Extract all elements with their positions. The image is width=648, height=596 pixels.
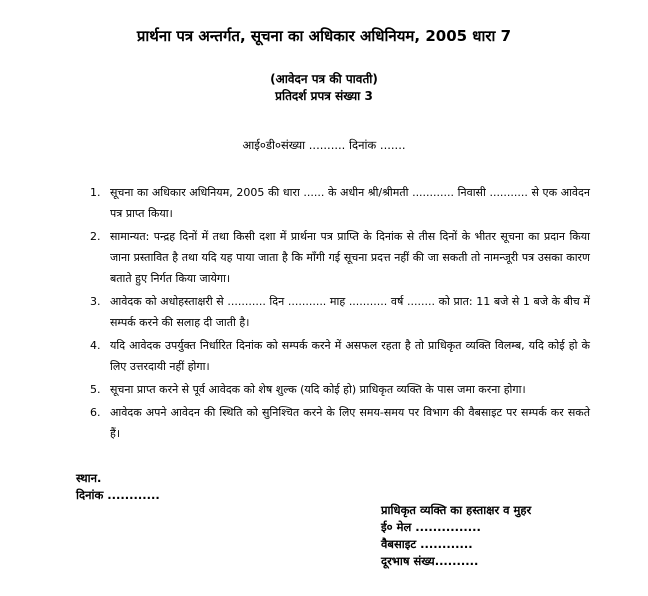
list-item-text: सूचना प्राप्त करने से पूर्व आवेदक को शेष शुल्क (यदि कोई हो) प्राधिकृत व्यक्ति के पास जमा करना होगा। [110, 383, 526, 396]
list-item [90, 226, 590, 289]
list-item-number: 6. [90, 406, 101, 419]
list-item-text: यदि आवेदक उपर्युक्त निर्धारित दिनांक को सम्पर्क करने में असफल रहता है तो प्राधिकृत व्यक्ति विलम्ब, यदि कोई हो के लिए उत्तरदायी नहीं होगा। [110, 339, 590, 373]
list-item-text: सामान्यत: पन्द्रह दिनों में तथा किसी दशा में प्रार्थना पत्र प्राप्ति के दिनांक से तीस दिनों के भीतर सूचना का प्रदान किया जाना प्रस्तावित है तथा यदि यह पाया जाता है कि माँगी गई सूचना प्रदत्त नहीं की जा सकती तो नामन्जूरी पत्र उसका कारण बताते हुए निर्गत किया जायेगा। [110, 230, 590, 285]
list-item-text: आवेदक को अधोहस्ताक्षरी से ........... दिन ........... माह ........... वर्ष ........ को प्रात: 11 बजे से 1 बजे के बीच में सम्पर्क करने की सलाह दी जाती है। [110, 295, 590, 329]
list-item-number: 3. [90, 295, 101, 308]
phone-label: दूरभाष संख्य.......... [381, 554, 479, 568]
instructions-list [90, 182, 590, 446]
list-item-text: आवेदक अपने आवेदन की स्थिति को सुनिश्चित करने के लिए समय-समय पर विभाग की वैबसाइट पर सम्पर्क कर सकते हैं। [110, 406, 590, 440]
list-item [90, 379, 590, 400]
document-title: प्रार्थना पत्र अन्तर्गत, सूचना का अधिकार अधिनियम, 2005 धारा 7 [136, 27, 512, 45]
document-subtitle-form-number: प्रतिदर्श प्रपत्र संख्या 3 [275, 89, 373, 103]
date-label: दिनांक ............ [76, 488, 160, 502]
email-label: ई० मेल ............... [381, 520, 481, 534]
list-item [90, 182, 590, 224]
list-item-number: 5. [90, 383, 101, 396]
document-subtitle-acknowledgement: (आवेदन पत्र की पावती) [270, 72, 378, 86]
list-item [90, 291, 590, 333]
list-item [90, 335, 590, 377]
list-item-number: 1. [90, 186, 101, 199]
list-item [90, 402, 590, 444]
signature-block [381, 502, 531, 570]
list-item-text: सूचना का अधिकार अधिनियम, 2005 की धारा ...... के अधीन श्री/श्रीमती ............ निवासी ........... से एक आवेदन पत्र प्राप्त किया। [110, 186, 590, 220]
list-item-number: 4. [90, 339, 101, 352]
place-date-block [76, 470, 160, 504]
list-item-number: 2. [90, 230, 101, 243]
place-label: स्थान. [76, 471, 102, 485]
id-date-line: आई०डी०संख्या .......... दिनांक ....... [242, 138, 406, 152]
signature-label: प्राधिकृत व्यक्ति का हस्ताक्षर व मुहर [381, 503, 532, 517]
website-label: वैबसाइट ............ [381, 537, 473, 551]
